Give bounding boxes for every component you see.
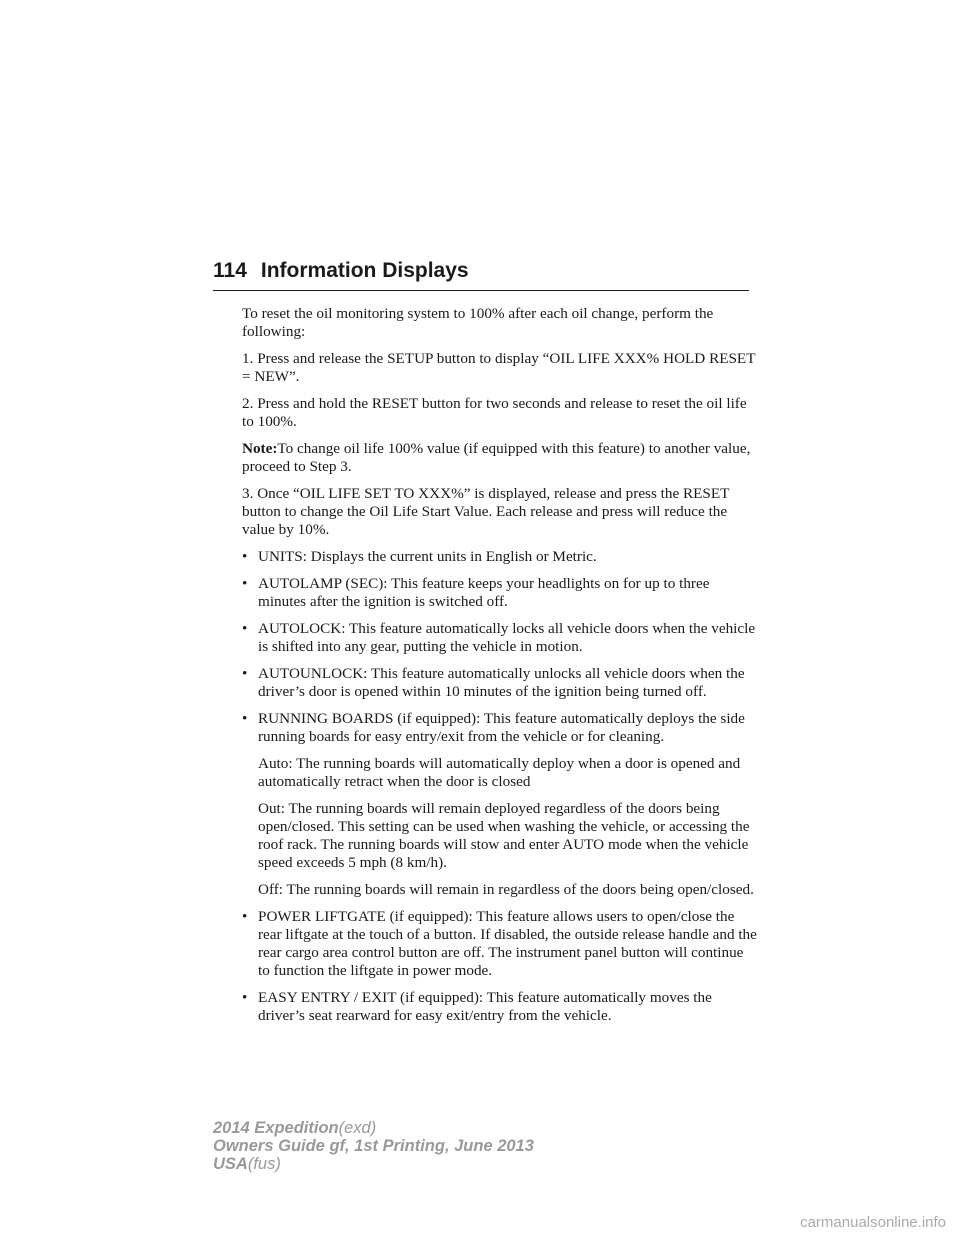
bullet-icon: •	[242, 548, 248, 565]
bullet-icon: •	[242, 575, 248, 592]
bullet-autounlock: • AUTOUNLOCK: This feature automatically unlocks all vehicle doors when the driver’s door is opened within 10 minutes of the ignition being turned off.	[242, 665, 745, 700]
footer-line-2: Owners Guide gf, 1st Printing, June 2013	[213, 1137, 534, 1155]
print-footer	[213, 1119, 534, 1173]
note-paragraph	[242, 440, 757, 476]
note-label: Note:	[242, 440, 278, 457]
bullet-icon: •	[242, 620, 248, 637]
footer-line-1: 2014 Expedition(exd)	[213, 1119, 377, 1137]
bullet-running-boards: • RUNNING BOARDS (if equipped): This feature automatically deploys the side running boards for easy entry/exit from the vehicle or for cleaning.	[242, 710, 745, 745]
bullet-icon: •	[242, 908, 248, 925]
step-2: 2. Press and hold the RESET button for two seconds and release to reset the oil life to 100%.	[242, 395, 747, 430]
bullet-autolamp: • AUTOLAMP (SEC): This feature keeps your headlights on for up to three minutes after the ignition is switched off.	[242, 575, 710, 610]
intro-paragraph: To reset the oil monitoring system to 100% after each oil change, perform the following:	[242, 305, 714, 340]
bullet-easy-entry-exit: • EASY ENTRY / EXIT (if equipped): This feature automatically moves the driver’s seat rearward for easy exit/entry from the vehicle.	[242, 989, 712, 1024]
page-header	[213, 256, 749, 291]
page-content	[242, 305, 757, 1034]
section-title: Information Displays	[260, 259, 469, 282]
bullet-icon: •	[242, 665, 248, 682]
running-boards-auto: Auto: The running boards will automatically deploy when a door is opened and automatically retract when the door is closed	[258, 755, 741, 790]
bullet-power-liftgate: • POWER LIFTGATE (if equipped): This feature allows users to open/close the rear liftgate at the touch of a button. If disabled, the outside release handle and the rear cargo area control button are off. The instrument panel button will continue to function the liftgate in power mode.	[242, 908, 757, 979]
bullet-icon: •	[242, 710, 248, 727]
step-1: 1. Press and release the SETUP button to display “OIL LIFE XXX% HOLD RESET = NEW”.	[242, 350, 756, 385]
note-text: To change oil life 100% value (if equipped with this feature) to another value, proceed to Step 3.	[242, 440, 751, 475]
step-3: 3. Once “OIL LIFE SET TO XXX%” is displayed, release and press the RESET button to change the Oil Life Start Value. Each release and press will reduce the value by 10%.	[242, 485, 730, 538]
page-number: 114	[213, 259, 247, 282]
bullet-units: • UNITS: Displays the current units in English or Metric.	[242, 548, 597, 565]
running-boards-off: Off: The running boards will remain in regardless of the doors being open/closed.	[258, 881, 754, 898]
running-boards-out: Out: The running boards will remain deployed regardless of the doors being open/closed. This setting can be used when washing the vehicle, or accessing the roof rack. The running boards will stow and enter AUTO mode when the vehicle speed exceeds 5 mph (8 km/h).	[258, 800, 750, 871]
footer-line-3: USA(fus)	[213, 1155, 281, 1173]
bullet-autolock: • AUTOLOCK: This feature automatically locks all vehicle doors when the vehicle is shifted into any gear, putting the vehicle in motion.	[242, 620, 756, 655]
watermark-link[interactable]: carmanualsonline.info	[800, 1214, 946, 1231]
bullet-icon: •	[242, 989, 248, 1006]
